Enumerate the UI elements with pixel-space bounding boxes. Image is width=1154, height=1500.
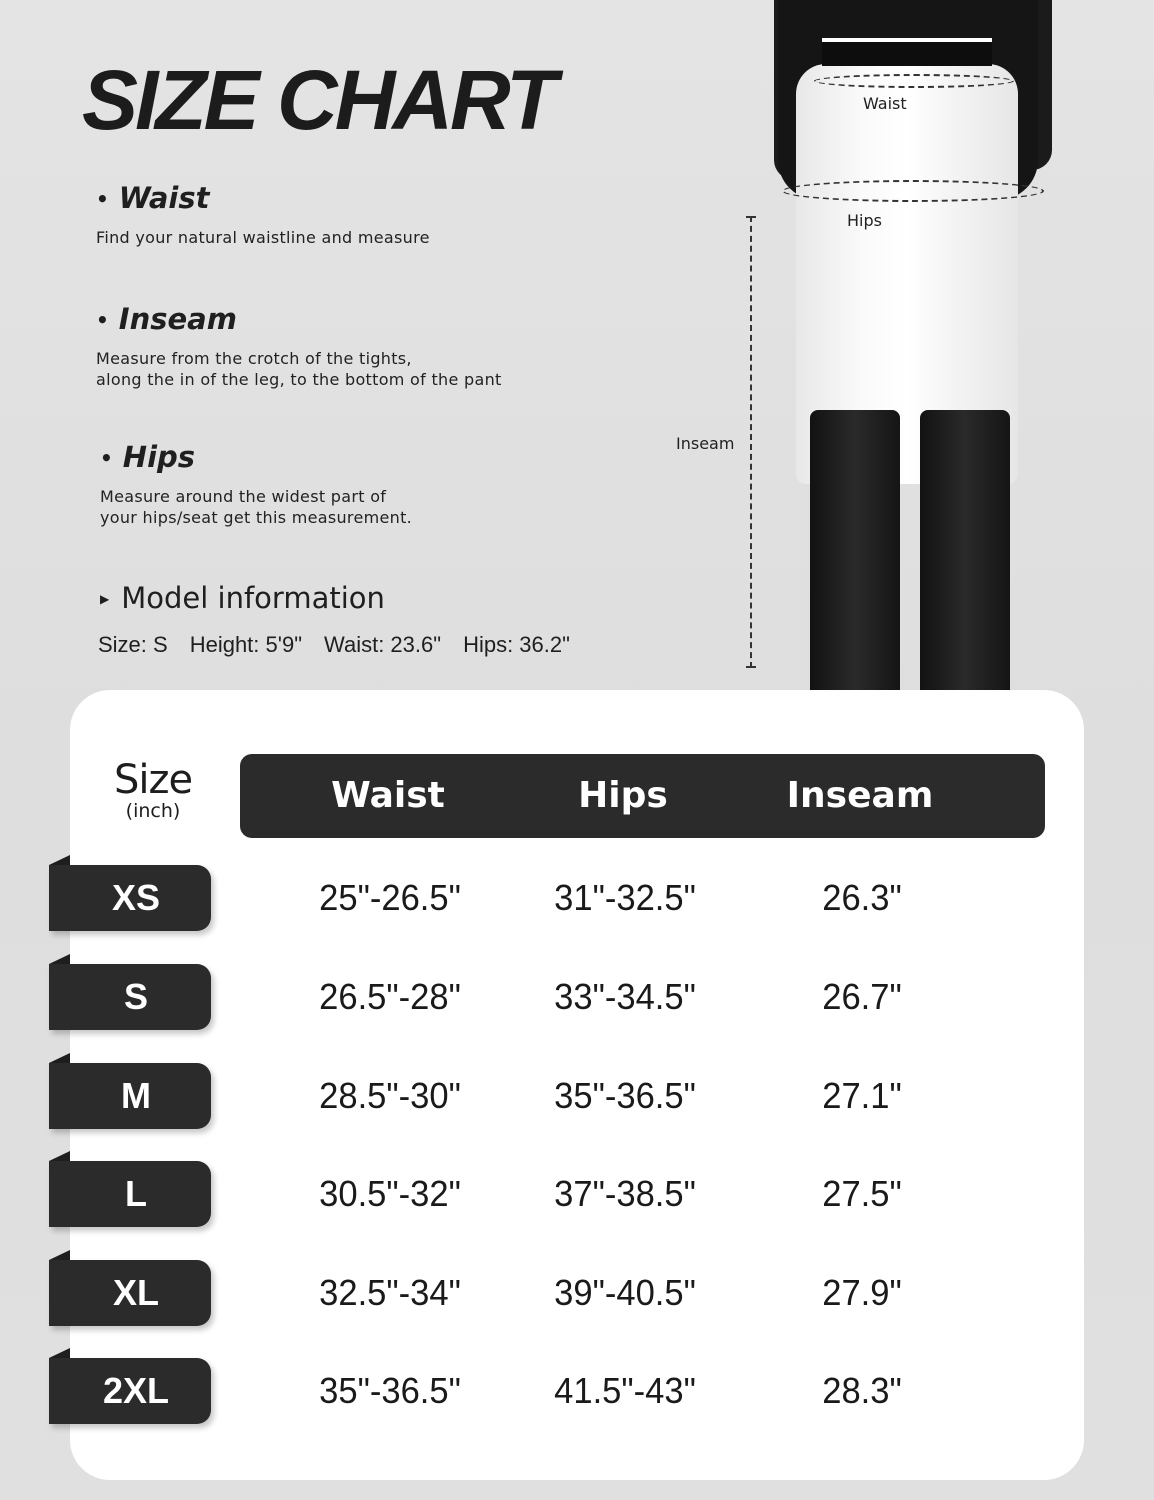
- boot-left: [810, 410, 900, 730]
- hips-measure-line: [782, 180, 1044, 202]
- waist-value: 25"-26.5": [319, 877, 461, 918]
- table-row: [0, 1161, 1154, 1227]
- bullet-icon: •: [100, 445, 113, 470]
- table-row: [0, 1260, 1154, 1326]
- model-photo: [760, 0, 1060, 740]
- section-hips: [100, 440, 413, 528]
- hips-value: 31"-32.5": [554, 877, 696, 918]
- section-heading: Inseam: [118, 302, 237, 336]
- hips-value: 41.5"-43": [554, 1370, 696, 1411]
- size-tag: 2XL: [49, 1358, 211, 1424]
- inseam-value: 26.3": [822, 877, 902, 918]
- inseam-photo-label: Inseam: [676, 434, 735, 453]
- section-waist: [96, 181, 430, 248]
- inseam-value: 27.9": [822, 1272, 902, 1313]
- belt: [822, 38, 992, 66]
- section-description: Measure around the widest part of: [100, 487, 387, 506]
- waist-value: 28.5"-30": [319, 1075, 461, 1116]
- inseam-value: 28.3": [822, 1370, 902, 1411]
- table-header: [240, 754, 1045, 838]
- size-tag: S: [49, 964, 211, 1030]
- hips-value: 33"-34.5": [554, 976, 696, 1017]
- size-column-label: Size (inch): [106, 760, 200, 821]
- table-row: [0, 1358, 1154, 1424]
- size-tag: M: [49, 1063, 211, 1129]
- hips-value: 35"-36.5": [554, 1075, 696, 1116]
- waist-photo-label: Waist: [863, 94, 907, 113]
- waist-measure-line: [814, 74, 1014, 88]
- section-description: Measure from the crotch of the tights,: [96, 349, 412, 368]
- size-tag: XL: [49, 1260, 211, 1326]
- section-description: Find your natural waistline and measure: [96, 228, 430, 247]
- waist-value: 32.5"-34": [319, 1272, 461, 1313]
- section-description: along the in of the leg, to the bottom of the pant: [96, 370, 502, 389]
- section-heading: Waist: [118, 181, 210, 215]
- model-size: Size: S: [98, 632, 168, 657]
- waist-value: 35"-36.5": [319, 1370, 461, 1411]
- table-row: [0, 865, 1154, 931]
- bullet-icon: •: [96, 307, 109, 332]
- model-info: [98, 632, 570, 658]
- triangle-right-icon: ▶: [100, 591, 110, 606]
- waist-value: 26.5"-28": [319, 976, 461, 1017]
- header-waist: Waist: [331, 775, 445, 816]
- size-tag: XS: [49, 865, 211, 931]
- page-title: SIZE CHART: [82, 53, 555, 147]
- model-height: Height: 5'9": [189, 632, 303, 657]
- hips-value: 37"-38.5": [554, 1173, 696, 1214]
- inseam-value: 27.1": [822, 1075, 902, 1116]
- model-waist: Waist: 23.6": [324, 632, 442, 657]
- unit-label: (inch): [125, 800, 181, 822]
- inseam-measure-line: [750, 216, 754, 668]
- inseam-value: 27.5": [822, 1173, 902, 1214]
- section-heading: Hips: [122, 440, 196, 474]
- model-info-heading: ▶ Model information: [100, 581, 385, 615]
- header-inseam: Inseam: [786, 775, 934, 816]
- section-inseam: [96, 302, 502, 390]
- table-row: [0, 964, 1154, 1030]
- bullet-icon: •: [96, 186, 109, 211]
- header-hips: Hips: [578, 775, 668, 816]
- hips-photo-label: Hips: [847, 211, 882, 230]
- model-hips: Hips: 36.2": [463, 632, 570, 657]
- boot-right: [920, 410, 1010, 730]
- table-row: [0, 1063, 1154, 1129]
- size-tag: L: [49, 1161, 211, 1227]
- hips-value: 39"-40.5": [554, 1272, 696, 1313]
- inseam-value: 26.7": [822, 976, 902, 1017]
- section-description: your hips/seat get this measurement.: [100, 508, 413, 527]
- waist-value: 30.5"-32": [319, 1173, 461, 1214]
